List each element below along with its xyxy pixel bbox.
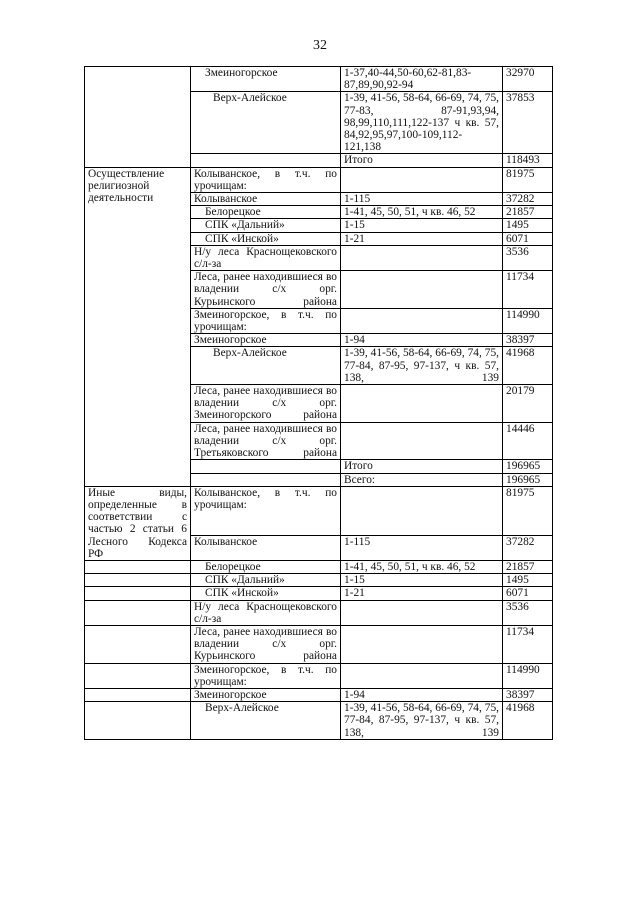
quarters-cell: 1-115 [341, 193, 503, 206]
purpose-cell [85, 67, 191, 168]
quarters-cell: 1-41, 45, 50, 51, ч кв. 46, 52 [341, 206, 503, 219]
quarters-cell [341, 600, 503, 625]
quarters-cell [341, 385, 503, 423]
area-cell: 114990 [503, 308, 553, 333]
forestry-cell [191, 473, 341, 486]
forestry-cell: Верх-Алейское [191, 702, 341, 740]
purpose-cell [85, 625, 191, 663]
forestry-cell: Змеиногорское, в т.ч. по урочищам: [191, 663, 341, 688]
quarters-cell [341, 308, 503, 333]
table-row [85, 688, 553, 701]
area-cell: 3536 [503, 245, 553, 270]
table-row [85, 663, 553, 688]
forestry-cell: Змеиногорское [191, 334, 341, 347]
forestry-cell: СПК «Инской» [191, 232, 341, 245]
forestry-cell: Колыванское [191, 193, 341, 206]
purpose-cell [85, 688, 191, 701]
quarters-cell: 1-15 [341, 574, 503, 587]
purpose-cell [85, 587, 191, 600]
area-cell: 118493 [503, 154, 553, 167]
forestry-cell [191, 460, 341, 473]
quarters-cell: 1-115 [341, 535, 503, 560]
table-row [85, 67, 553, 92]
forestry-cell: Н/у леса Краснощековского с/л-за [191, 600, 341, 625]
table-row [85, 574, 553, 587]
area-cell: 196965 [503, 460, 553, 473]
quarters-cell: 1-21 [341, 587, 503, 600]
grand-total-label: Всего: [341, 473, 503, 486]
area-cell: 1495 [503, 574, 553, 587]
forestry-cell: Верх-Алейское [191, 92, 341, 154]
area-cell: 21857 [503, 206, 553, 219]
area-cell: 1495 [503, 219, 553, 232]
table-row [85, 625, 553, 663]
purpose-cell: Осуществление религиозной деятельности [85, 167, 191, 486]
table-row [85, 167, 553, 192]
quarters-cell: 1-21 [341, 232, 503, 245]
area-cell: 37853 [503, 92, 553, 154]
forestry-cell: Змеиногорское [191, 688, 341, 701]
forestry-cell: Змеиногорское [191, 67, 341, 92]
page-number: 32 [313, 38, 327, 53]
purpose-cell [85, 560, 191, 573]
forestry-cell: Леса, ранее находившиеся во владении с/х орг. Змеиногорского района [191, 385, 341, 423]
quarters-cell: 1-39, 41-56, 58-64, 66-69, 74, 75, 77-84, 87-95, 97-137, ч кв. 57, 138, 139 [341, 702, 503, 740]
quarters-cell [341, 271, 503, 309]
area-cell: 32970 [503, 67, 553, 92]
quarters-cell [341, 486, 503, 535]
area-cell: 14446 [503, 422, 553, 460]
total-label: Итого [341, 154, 503, 167]
area-cell: 38397 [503, 334, 553, 347]
quarters-cell: 1-37,40-44,50-60,62-81,83-87,89,90,92-94 [341, 67, 503, 92]
area-cell: 41968 [503, 702, 553, 740]
quarters-cell: 1-41, 45, 50, 51, ч кв. 46, 52 [341, 560, 503, 573]
forest-area-table [84, 66, 553, 740]
forestry-cell: Белорецкое [191, 560, 341, 573]
table-row [85, 600, 553, 625]
area-cell: 81975 [503, 167, 553, 192]
quarters-cell [341, 663, 503, 688]
table-row [85, 587, 553, 600]
area-cell: 20179 [503, 385, 553, 423]
forestry-cell: СПК «Дальний» [191, 574, 341, 587]
total-label: Итого [341, 460, 503, 473]
forestry-cell: Змеиногорское, в т.ч. по урочищам: [191, 308, 341, 333]
forestry-cell: СПК «Дальний» [191, 219, 341, 232]
area-cell: 38397 [503, 688, 553, 701]
table-row [85, 486, 553, 535]
forestry-cell: Колыванское, в т.ч. по урочищам: [191, 167, 341, 192]
purpose-cell: Иные виды, определенные в соответствии с частью 2 статьи 6 Лесного Кодекса РФ [85, 486, 191, 560]
area-cell: 37282 [503, 193, 553, 206]
area-cell: 3536 [503, 600, 553, 625]
quarters-cell: 1-39, 41-56, 58-64, 66-69, 74, 75, 77-83, 87-91,93,94, 98,99,110,111,122-137 ч кв. 57, 84,92,95,97,100-109,112-121,138 [341, 92, 503, 154]
area-cell: 114990 [503, 663, 553, 688]
quarters-cell [341, 167, 503, 192]
quarters-cell: 1-15 [341, 219, 503, 232]
forestry-cell [191, 154, 341, 167]
table-row [85, 560, 553, 573]
forestry-cell: Н/у леса Краснощековского с/л-за [191, 245, 341, 270]
area-cell: 41968 [503, 347, 553, 385]
forestry-cell: Леса, ранее находившиеся во владении с/х орг. Курьинского района [191, 625, 341, 663]
forestry-cell: Верх-Алейское [191, 347, 341, 385]
quarters-cell [341, 625, 503, 663]
quarters-cell: 1-94 [341, 334, 503, 347]
area-cell: 11734 [503, 625, 553, 663]
quarters-cell: 1-94 [341, 688, 503, 701]
forestry-cell: Колыванское, в т.ч. по урочищам: [191, 486, 341, 535]
purpose-cell [85, 574, 191, 587]
quarters-cell [341, 422, 503, 460]
area-cell: 6071 [503, 232, 553, 245]
purpose-cell [85, 702, 191, 740]
area-cell: 6071 [503, 587, 553, 600]
forestry-cell: Леса, ранее находившиеся во владении с/х орг. Курьинского района [191, 271, 341, 309]
forestry-cell: Леса, ранее находившиеся во владении с/х орг. Третьяковского района [191, 422, 341, 460]
forestry-cell: Колыванское [191, 535, 341, 560]
purpose-cell [85, 600, 191, 625]
quarters-cell: 1-39, 41-56, 58-64, 66-69, 74, 75, 77-84, 87-95, 97-137, ч кв. 57, 138, 139 [341, 347, 503, 385]
quarters-cell [341, 245, 503, 270]
forestry-cell: СПК «Инской» [191, 587, 341, 600]
area-cell: 37282 [503, 535, 553, 560]
area-cell: 196965 [503, 473, 553, 486]
area-cell: 11734 [503, 271, 553, 309]
forestry-cell: Белорецкое [191, 206, 341, 219]
area-cell: 21857 [503, 560, 553, 573]
area-cell: 81975 [503, 486, 553, 535]
table-row [85, 702, 553, 740]
purpose-cell [85, 663, 191, 688]
